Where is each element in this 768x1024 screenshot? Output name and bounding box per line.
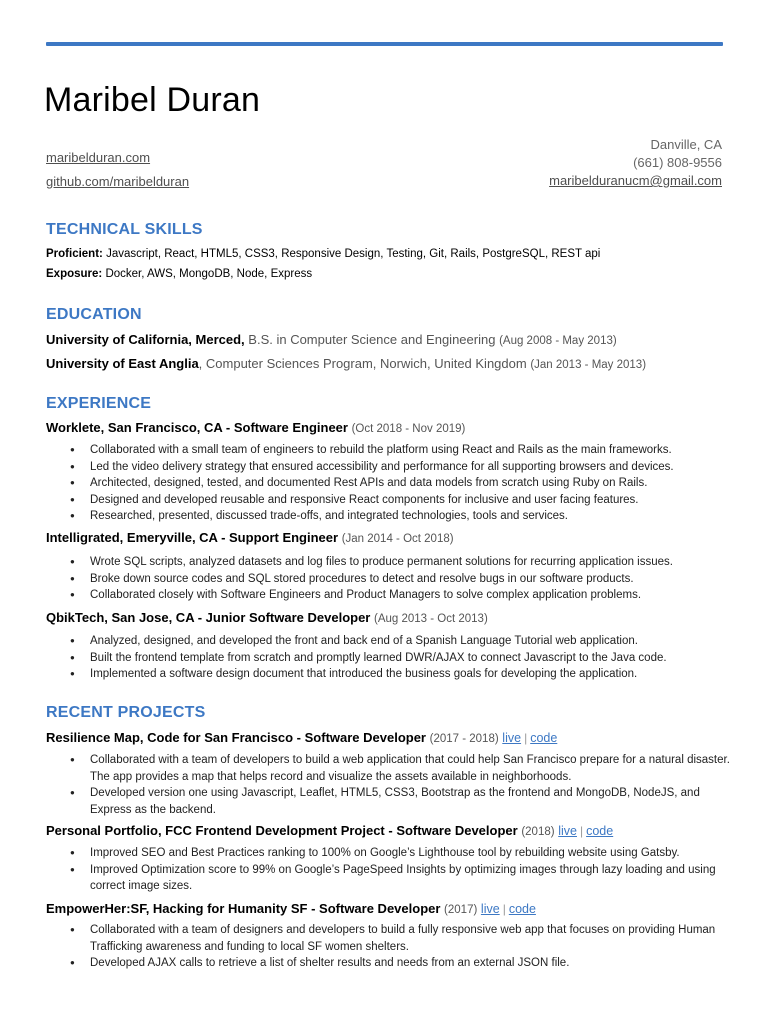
bullet-item: ● Improved Optimization score to 99% on Google’s PageSpeed Insights by optimizing images through lazy loading and using correct image sizes. — [70, 862, 730, 895]
section-title-skills: TECHNICAL SKILLS — [46, 221, 203, 238]
link-separator: | — [502, 902, 506, 916]
bullet-item: ● Broke down source codes and SQL stored procedures to detect and resolve bugs in our software products. — [70, 571, 730, 588]
project-heading — [46, 730, 557, 747]
exposure-list: Docker, AWS, MongoDB, Node, Express — [105, 268, 313, 280]
education-entry — [46, 332, 617, 349]
project-dates: (2018) — [521, 826, 555, 838]
github-link[interactable]: github.com/maribelduran — [46, 174, 190, 189]
job-role: Intelligrated, Emeryville, CA - Support Engineer — [46, 530, 339, 545]
link-separator: | — [579, 824, 584, 838]
school-name: University of California, Merced, — [46, 332, 245, 347]
email-link[interactable]: maribelduranucm@gmail.com — [549, 173, 722, 188]
section-title-projects: RECENT PROJECTS — [46, 704, 206, 721]
project-bullets — [70, 922, 730, 972]
bullet-item: ● Analyzed, designed, and developed the front and back end of a Spanish Language Tutorial web application. — [70, 633, 730, 650]
project-dates: (2017) — [444, 904, 478, 916]
bullet-item: ● Developed AJAX calls to retrieve a list of shelter results and needs from an external JSON file. — [70, 955, 730, 972]
exposure-label: Exposure: — [46, 268, 103, 280]
bullet-item: ● Implemented a software design document that introduced the business goals for developing the application. — [70, 666, 730, 683]
project-role: Personal Portfolio, FCC Frontend Development Project - Software Developer — [46, 823, 518, 838]
bullet-item: ● Researched, presented, discussed trade-offs, and integrated technologies, tools and services. — [70, 508, 730, 525]
project-code-link[interactable]: code — [508, 902, 536, 916]
website-link[interactable]: maribelduran.com — [46, 150, 151, 165]
job-heading — [46, 610, 488, 627]
bullet-item: ● Collaborated with a team of developers to build a web application that could help San Francisco prepare for a natural disaster. The app provides a map that helps record and visualize the assets available in neighborhoods. — [70, 752, 730, 785]
section-title-experience: EXPERIENCE — [46, 395, 152, 412]
job-bullets — [70, 633, 730, 683]
project-bullets — [70, 845, 730, 895]
candidate-name: Maribel Duran — [44, 81, 261, 119]
bullet-item: ● Collaborated with a team of designers and developers to build a fully responsive web app that focuses on providing Human Trafficking awareness and funding to local SF women shelters. — [70, 922, 730, 955]
project-live-link[interactable]: live — [502, 731, 522, 745]
skills-exposure — [46, 267, 312, 281]
school-name: University of East Anglia — [46, 356, 199, 371]
bullet-item: ● Wrote SQL scripts, analyzed datasets and log files to produce permanent solutions for recurring application issues. — [70, 554, 730, 571]
education-dates: (Aug 2008 - May 2013) — [499, 335, 617, 347]
proficient-label: Proficient: — [46, 248, 103, 260]
bullet-item: ● Collaborated with a small team of engineers to rebuild the platform using React and Rails as the main frameworks. — [70, 442, 730, 459]
project-heading — [46, 901, 536, 918]
project-role: Resilience Map, Code for San Francisco - Software Developer — [46, 730, 426, 745]
project-dates: (2017 - 2018) — [429, 733, 499, 745]
degree-detail: B.S. in Computer Science and Engineering — [244, 332, 496, 347]
job-heading — [46, 530, 454, 547]
job-dates: (Oct 2018 - Nov 2019) — [351, 423, 466, 435]
job-bullets — [70, 442, 730, 525]
bullet-item: ● Architected, designed, tested, and documented Rest APIs and data models from scratch using Ruby on Rails. — [70, 475, 730, 492]
location-text: Danville, CA — [650, 137, 722, 152]
education-dates: (Jan 2013 - May 2013) — [530, 359, 647, 371]
project-live-link[interactable]: live — [480, 902, 500, 916]
project-heading — [46, 823, 613, 840]
project-code-link[interactable]: code — [530, 731, 558, 745]
bullet-item: ● Led the video delivery strategy that ensured accessibility and performance for all supporting browsers and devices. — [70, 459, 730, 476]
job-role: QbikTech, San Jose, CA - Junior Software Developer — [46, 610, 371, 625]
job-dates: (Jan 2014 - Oct 2018) — [341, 533, 454, 545]
job-role: Worklete, San Francisco, CA - Software Engineer — [46, 420, 348, 435]
education-entry — [46, 356, 646, 373]
section-title-education: EDUCATION — [46, 306, 142, 323]
bullet-item: ● Collaborated closely with Software Engineers and Product Managers to solve complex application problems. — [70, 587, 730, 604]
bullet-item: ● Built the frontend template from scratch and promptly learned DWR/AJAX to connect Javascript to the Java code. — [70, 650, 730, 667]
job-heading — [46, 420, 465, 437]
proficient-list: Javascript, React, HTML5, CSS3, Responsive Design, Testing, Git, Rails, PostgreSQL, REST api — [106, 248, 601, 260]
project-bullets — [70, 752, 730, 818]
skills-proficient — [46, 247, 600, 261]
link-separator: | — [524, 731, 528, 745]
bullet-item: ● Developed version one using Javascript, Leaflet, HTML5, CSS3, Bootstrap as the frontend and MongoDB, NodeJS, and Express as the backend. — [70, 785, 730, 818]
bullet-item: ● Improved SEO and Best Practices ranking to 100% on Google’s Lighthouse tool by rebuilding website using Gatsby. — [70, 845, 730, 862]
job-dates: (Aug 2013 - Oct 2013) — [373, 613, 488, 625]
header-accent-bar — [46, 42, 723, 46]
project-role: EmpowerHer:SF, Hacking for Humanity SF - Software Developer — [46, 901, 441, 916]
bullet-item: ● Designed and developed reusable and responsive React components for inclusive and user facing features. — [70, 492, 730, 509]
project-live-link[interactable]: live — [558, 824, 577, 838]
job-bullets — [70, 554, 730, 604]
phone-text: (661) 808-9556 — [633, 155, 722, 170]
degree-detail: , Computer Sciences Program, Norwich, United Kingdom — [198, 356, 527, 371]
project-code-link[interactable]: code — [586, 824, 614, 838]
